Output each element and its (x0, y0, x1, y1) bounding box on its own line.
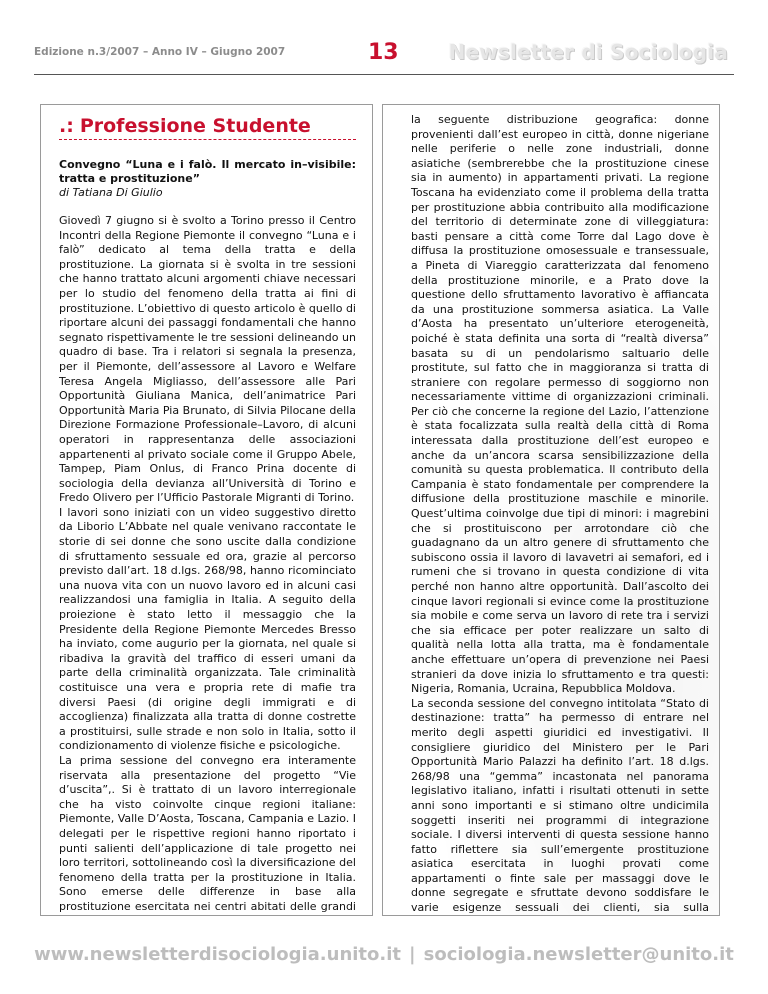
section-heading (59, 115, 356, 140)
paragraph: Giovedì 7 giugno si è svolto a Torino presso il Centro Incontri della Regione Piemonte il convegno “Luna e i falò” dedicato al tema della tratta e della prostituzione. La giornata si è svolta in tre sessioni che hanno trattato alcuni argomenti chiave necessari per lo studio del fenomeno della tratta ai fini di prostituzione. L’obiettivo di questo articolo è quello di riportare alcuni dei passaggi fondamentali che hanno segnato rispettivamente le tre sessioni delineando un quadro di base. Tra i relatori si segnala la presenza, per il Piemonte, dell’assessore al Lavoro e Welfare Teresa Angela Migliasso, dell’assessore alle Pari Opportunità Giuliana Manica, dell’animatrice Pari Opportunità Maria Pia Brunato, di Silvia Pilocane della Direzione Formazione Professionale–Lavoro, di alcuni operatori in rappresentanza delle associazioni appartenenti al privato sociale come il Gruppo Abele, Tampep, Piam Onlus, di Franco Prina docente di sociologia della devianza all’Università di Torino e Fredo Olivero per l’Ufficio Pastorale Migranti di Torino. (59, 214, 356, 505)
newsletter-title: Newsletter di Sociologia (448, 40, 728, 64)
article-body-right (411, 113, 709, 916)
paragraph: La prima sessione del convegno era interamente riservata alla presentazione del progetto “Vie d’uscita”,. Si è trattato di un lavoro interregionale che ha visto coinvolte cinque regioni italiane: Piemonte, Valle D’Aosta, Toscana, Campania e Lazio. I delegati per le rispettive regioni hanno riportato i punti salienti dell’applicazione di tale progetto nei loro territori, sottolineando così la diversificazione del fenomeno della tratta per la prostituzione in Italia. Sono emerse delle differenze in base alla prostituzione esercitata nei centri abitati delle grandi (59, 753, 356, 913)
right-column (382, 104, 720, 916)
section-marker: .: (59, 115, 74, 137)
paragraph: la seguente distribuzione geografica: donne provenienti dall’est europeo in città, donne nigeriane nelle periferie o nelle zone industriali, donne asiatiche (sembrerebbe che la prostituzione cinese sia in aumento) in appartamenti privati. La regione Toscana ha evidenziato come il problema della tratta per prostituzione abbia contribuito alla modificazione del territorio di determinate zone di villeggiatura: basti pensare a città come Torre dal Lago dove è diffusa la prostituzione omosessuale e transessuale, a Pineta di Viareggio caratterizzata dal fenomeno della prostituzione minorile, e a Prato dove la questione dello sfruttamento lavorativo è affiancata da una prostituzione sommersa asiatica. La Valle d’Aosta ha presentato un’ulteriore eterogeneità, poiché è stata definita una sorta di “realtà diversa” basata su di un pendolarismo saltuario delle prostitute, sul fatto che in maggioranza si tratta di straniere con regolare permesso di soggiorno non necessariamente vittime di organizzazioni criminali. Per ciò che concerne la regione del Lazio, l’attenzione è stata focalizzata sulla realtà della città di Roma interessata dalla prostituzione dell’est europeo e anche da un’ancora scarsa sensibilizzazione della comunità su questa problematica. Il contributo della Campania è stato fondamentale per comprendere la diffusione della prostituzione maschile e minorile. Quest’ultima coinvolge due tipi di minori: i magrebini che si prostituiscono per arrotondare ciò che guadagnano da un altro genere di sfruttamento che subiscono ossia il lavoro di lavavetri ai semafori, ed i rumeni che si trovano in questa condizione di vita perché non hanno altre opportunità. Dall’ascolto dei cinque lavori regionali si evince come la prostituzione sia mobile e come serva un lavoro di rete tra i servizi che sia efficace per poter realizzare un salto di qualità nella lotta alla tratta, ma è fondamentale anche effettuare un’opera di prevenzione nei Paesi stranieri da dove inizia lo sfruttamento e tra questi: Nigeria, Romania, Ucraina, Repubblica Moldova. (411, 113, 709, 696)
website-link[interactable]: www.newsletterdisociologia.unito.it (34, 944, 402, 965)
email-link[interactable]: sociologia.newsletter@unito.it (423, 944, 734, 965)
section-title: Professione Studente (79, 115, 311, 137)
page-number: 13 (368, 40, 399, 65)
article-author: di Tatiana Di Giulio (59, 186, 163, 199)
paragraph: I lavori sono iniziati con un video suggestivo diretto da Liborio L’Abbate nel quale venivano raccontate le storie di sei donne che sono uscite dalla condizione di sfruttamento sessuale ed ora, grazie al percorso previsto dall’art. 18 d.lgs. 268/98, hanno ricominciato una nuova vita con un nuovo lavoro ed in alcuni casi realizzandosi una famiglia in Italia. A seguito della proiezione è stato letto il messaggio che la Presidente della Regione Piemonte Mercedes Bresso ha inviato, come augurio per la giornata, nel quale si ribadiva la gravità del traffico di esseri umani da parte della criminalità organizzata. Tale criminalità costituisce una vera e propria rete di mafie tra diversi Paesi (di origine degli immigrati e di accoglienza) finalizzata alla tratta di donne costrette a prostituirsi, sulle strade e non solo in Italia, sotto il condizionamento di violenze fisiche e psicologiche. (59, 505, 356, 753)
left-column (40, 104, 373, 916)
edition-info: Edizione n.3/2007 – Anno IV – Giugno 2007 (34, 46, 286, 58)
page-header (34, 40, 734, 70)
article-title: Convegno “Luna e i falò. Il mercato in–visibile: tratta e prostituzione” (59, 158, 356, 185)
paragraph: La seconda sessione del convegno intitolata “Stato di destinazione: tratta” ha permesso di entrare nel merito degli aspetti giuridici ed investigativi. Il consigliere giuridico del Ministero per le Pari Opportunità Mario Palazzi ha definito l’art. 18 d.lgs. 268/98 una “gemma” incastonata nel panorama legislativo italiano, infatti i risultati ottenuti in sette anni sono importanti e si stimano oltre undicimila soggetti inseriti nei programmi di integrazione sociale. I diversi interventi di questa sessione hanno fatto riflettere sia sull’emergente prostituzione asiatica esercitata in luoghi provati come appartamenti o finte sale per massaggi dove le donne segregate e sfruttate devono soddisfare le varie esigenze sessuali dei clienti, sia sulla (411, 696, 709, 915)
article-body-left (59, 214, 356, 916)
footer-separator: | (409, 944, 416, 965)
header-divider (34, 74, 734, 75)
page-footer (0, 944, 768, 965)
